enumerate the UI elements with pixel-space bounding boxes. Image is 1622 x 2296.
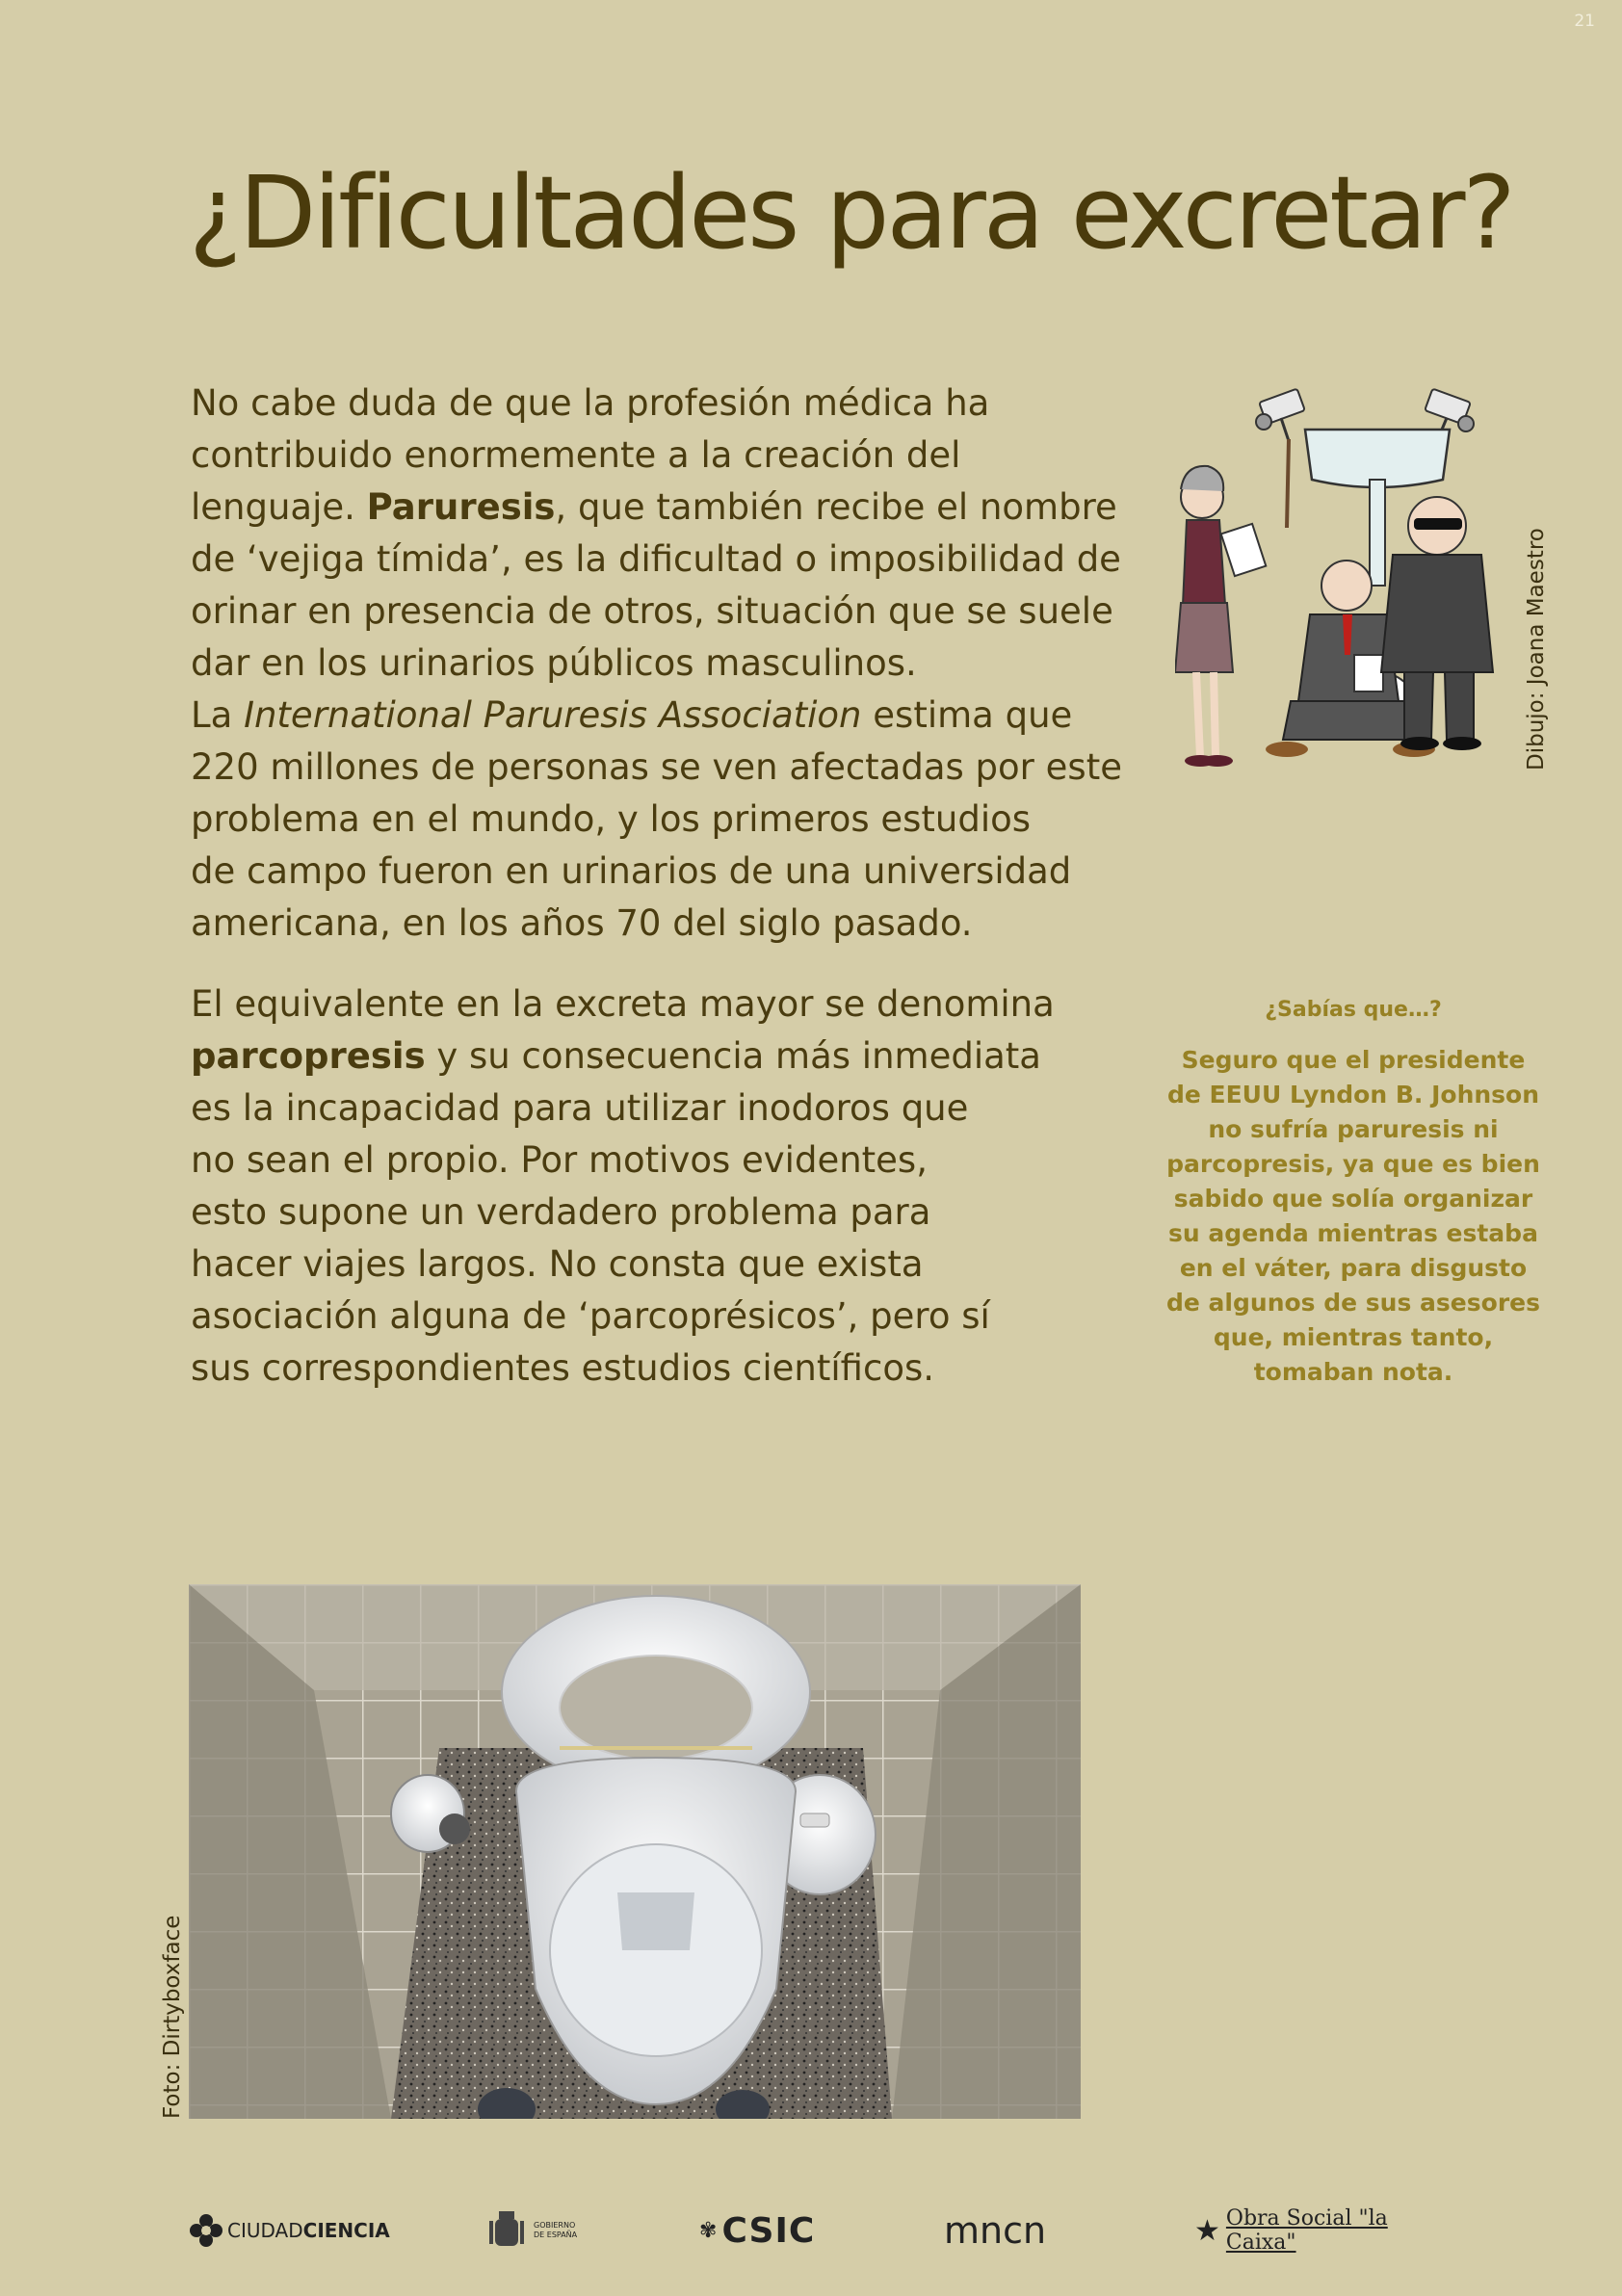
text-line: asociación alguna de ‘parcoprésicos’, pero sí — [191, 1295, 990, 1337]
page-title: ¿Dificultades para excretar? — [189, 154, 1513, 272]
text-line: No cabe duda de que la profesión médica ha — [191, 382, 990, 424]
text-line: orinar en presencia de otros, situación que se suele — [191, 590, 1113, 632]
text-line: de campo fueron en urinarios de una universidad — [191, 850, 1072, 892]
page-number: 21 — [1574, 12, 1595, 31]
paragraph-parcopresis — [191, 978, 1055, 1395]
coat-of-arms-icon — [485, 2209, 528, 2252]
cartoon-illustration — [1175, 383, 1503, 788]
text-line: sus correspondientes estudios científicos. — [191, 1347, 934, 1389]
text-line: El equivalente en la excreta mayor se denomina — [191, 983, 1055, 1025]
logo-gobierno: GOBIERNO DE ESPAÑA — [485, 2202, 577, 2259]
lady-figure — [1175, 466, 1266, 767]
term-parcopresis: parcopresis — [191, 1035, 426, 1077]
text-line: dar en los urinarios públicos masculinos. — [191, 642, 917, 684]
paragraph-paruresis — [191, 378, 1122, 950]
association-name: International Paruresis Association — [244, 694, 862, 736]
aside-body: Seguro que el presidente de EEUU Lyndon B. Johnson no sufría paruresis ni parcopresis, ya que es bien sabido que solía organizar su agenda mientras estaba en el váter, para disgusto de algunos de sus asesores que, mientras tanto, tomaban nota. — [1166, 1046, 1540, 1386]
text-line: es la incapacidad para utilizar inodoros que — [191, 1087, 969, 1129]
text-line: contribuido enormemente a la creación del — [191, 434, 961, 476]
aside-title: ¿Sabías que…? — [1265, 998, 1442, 1022]
text-line: esto supone un verdadero problema para — [191, 1191, 931, 1233]
camera-icon — [1256, 389, 1305, 441]
text-line: La International Paruresis Association estima que — [191, 694, 1073, 736]
text-line: americana, en los años 70 del siglo pasado. — [191, 902, 973, 944]
logo-csic: ✾ CSIC — [699, 2210, 816, 2251]
text-line: problema en el mundo, y los primeros estudios — [191, 798, 1032, 840]
flower-icon — [189, 2213, 223, 2248]
logo-la-caixa: ★ Obra Social "la Caixa" — [1194, 2206, 1388, 2255]
photo-credit: Foto: Dirtyboxface — [160, 1915, 185, 2119]
did-you-know-box — [1161, 998, 1546, 1390]
text-line: lenguaje. Paruresis, que también recibe el nombre — [191, 486, 1117, 528]
text-line: de ‘vejiga tímida’, es la dificultad o imposibilidad de — [191, 538, 1121, 580]
logo-ciudadciencia: CIUDADCIENCIA — [189, 2202, 390, 2259]
text-line: parcopresis y su consecuencia más inmediata — [191, 1035, 1041, 1077]
logo-mncn: mncn — [944, 2209, 1047, 2252]
term-paruresis: Paruresis — [366, 486, 556, 528]
sponsor-logos — [189, 2202, 1441, 2259]
toilet-photo — [189, 1584, 1081, 2119]
text-line: 220 millones de personas se ven afectadas por este — [191, 746, 1122, 788]
csic-mark-icon: ✾ — [699, 2218, 719, 2243]
text-line: hacer viajes largos. No consta que exista — [191, 1243, 924, 1285]
star-icon: ★ — [1194, 2213, 1220, 2248]
text-line: no sean el propio. Por motivos evidentes, — [191, 1139, 928, 1181]
illustration-credit: Dibujo: Joana Maestro — [1524, 528, 1549, 770]
